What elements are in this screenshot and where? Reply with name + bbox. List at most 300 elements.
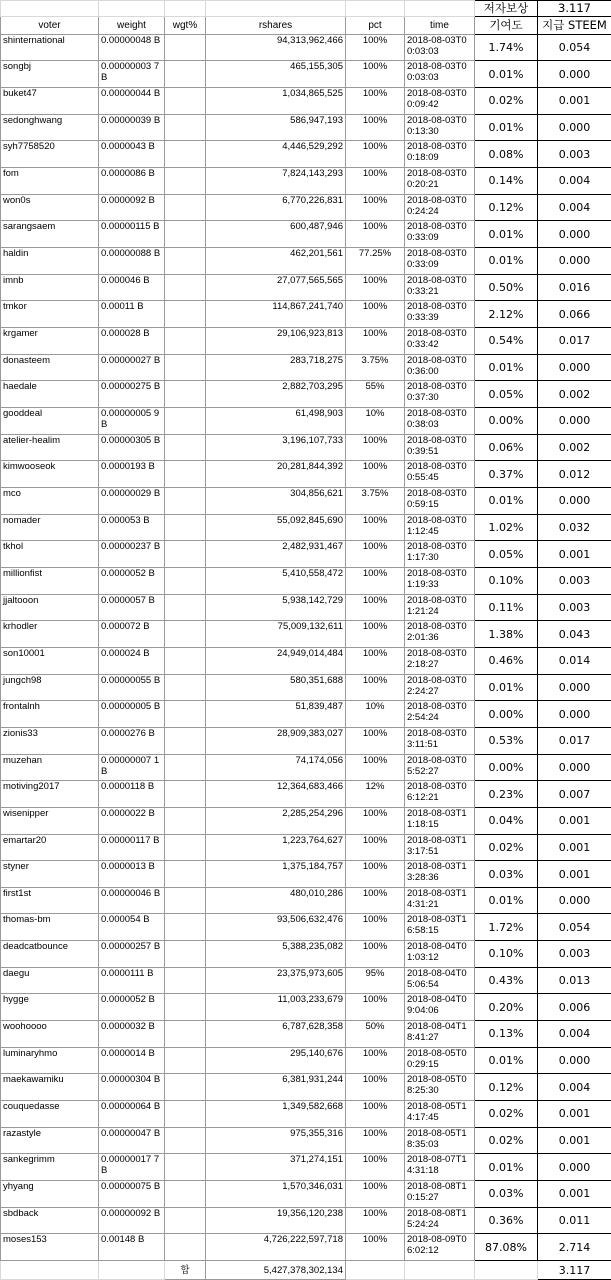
cell-weight[interactable]: 0.0000092 B — [99, 194, 165, 221]
cell-time[interactable]: 2018-08-03T13:28:36 — [405, 861, 475, 888]
cell-weight[interactable]: 0.000024 B — [99, 647, 165, 674]
cell-wgt-pct[interactable] — [165, 754, 206, 781]
cell-weight[interactable]: 0.00000257 B — [99, 941, 165, 968]
cell-payout[interactable]: 0.000 — [538, 354, 611, 381]
cell-contribution[interactable]: 0.02% — [475, 88, 538, 115]
cell-rshares[interactable]: 6,770,226,831 — [206, 194, 346, 221]
cell-rshares[interactable]: 295,140,676 — [206, 1047, 346, 1074]
cell-wgt-pct[interactable] — [165, 487, 206, 514]
cell-contribution[interactable]: 0.01% — [475, 1047, 538, 1074]
cell-pct[interactable]: 100% — [346, 434, 405, 461]
cell-contribution[interactable]: 0.01% — [475, 487, 538, 514]
cell-pct[interactable]: 10% — [346, 408, 405, 435]
cell-time[interactable]: 2018-08-09T06:02:12 — [405, 1234, 475, 1261]
cell-wgt-pct[interactable] — [165, 807, 206, 834]
cell-pct[interactable]: 100% — [346, 647, 405, 674]
cell-time[interactable]: 2018-08-03T00:09:42 — [405, 88, 475, 115]
cell-payout[interactable]: 0.014 — [538, 647, 611, 674]
cell-contribution[interactable]: 0.01% — [475, 354, 538, 381]
cell-wgt-pct[interactable] — [165, 168, 206, 195]
cell-rshares[interactable]: 5,388,235,082 — [206, 941, 346, 968]
cell-contribution[interactable]: 0.54% — [475, 328, 538, 355]
cell-weight[interactable]: 0.000046 B — [99, 274, 165, 301]
header-payout[interactable]: 지급 STEEM — [538, 17, 611, 34]
cell-rshares[interactable]: 24,949,014,484 — [206, 647, 346, 674]
cell-wgt-pct[interactable] — [165, 701, 206, 728]
cell-payout[interactable]: 0.004 — [538, 168, 611, 195]
cell-voter[interactable]: muzehan — [1, 754, 99, 781]
cell-payout[interactable]: 0.000 — [538, 1047, 611, 1074]
cell-weight[interactable]: 0.0000193 B — [99, 461, 165, 488]
cell-pct[interactable]: 100% — [346, 861, 405, 888]
cell-contribution[interactable]: 0.53% — [475, 727, 538, 754]
cell-pct[interactable]: 100% — [346, 514, 405, 541]
cell-contribution[interactable]: 0.01% — [475, 114, 538, 141]
cell-pct[interactable]: 10% — [346, 701, 405, 728]
cell-pct[interactable]: 100% — [346, 141, 405, 168]
cell-voter[interactable]: first1st — [1, 887, 99, 914]
cell-rshares[interactable]: 1,375,184,757 — [206, 861, 346, 888]
cell-wgt-pct[interactable] — [165, 887, 206, 914]
reward-value[interactable]: 3.117 — [538, 1, 611, 17]
cell-payout[interactable]: 0.004 — [538, 1021, 611, 1048]
header-voter[interactable]: voter — [1, 17, 99, 34]
header-pct[interactable]: pct — [346, 17, 405, 34]
cell-weight[interactable]: 0.00000029 B — [99, 487, 165, 514]
cell-rshares[interactable]: 51,839,487 — [206, 701, 346, 728]
cell-voter[interactable]: zionis33 — [1, 727, 99, 754]
cell-weight[interactable]: 0.00000088 B — [99, 248, 165, 275]
cell-voter[interactable]: sedonghwang — [1, 114, 99, 141]
cell-contribution[interactable]: 1.38% — [475, 621, 538, 648]
cell-payout[interactable]: 0.003 — [538, 941, 611, 968]
cell-time[interactable]: 2018-08-03T00:13:30 — [405, 114, 475, 141]
cell-rshares[interactable]: 580,351,688 — [206, 674, 346, 701]
cell-time[interactable]: 2018-08-03T14:31:21 — [405, 887, 475, 914]
cell-pct[interactable]: 100% — [346, 61, 405, 88]
cell-time[interactable]: 2018-08-03T16:58:15 — [405, 914, 475, 941]
cell-pct[interactable]: 100% — [346, 834, 405, 861]
cell-voter[interactable]: sankegrimm — [1, 1154, 99, 1181]
cell-weight[interactable]: 0.00000275 B — [99, 381, 165, 408]
cell-rshares[interactable]: 23,375,973,605 — [206, 967, 346, 994]
cell-payout[interactable]: 0.007 — [538, 781, 611, 808]
cell-contribution[interactable]: 0.02% — [475, 1101, 538, 1128]
cell-time[interactable]: 2018-08-03T02:18:27 — [405, 647, 475, 674]
cell-weight[interactable]: 0.00011 B — [99, 301, 165, 328]
cell-pct[interactable]: 100% — [346, 674, 405, 701]
cell-wgt-pct[interactable] — [165, 1021, 206, 1048]
cell-rshares[interactable]: 1,223,764,627 — [206, 834, 346, 861]
cell-wgt-pct[interactable] — [165, 914, 206, 941]
cell-pct[interactable]: 100% — [346, 914, 405, 941]
cell-contribution[interactable]: 0.14% — [475, 168, 538, 195]
cell-voter[interactable]: won0s — [1, 194, 99, 221]
cell-contribution[interactable]: 0.37% — [475, 461, 538, 488]
totals-rshares[interactable]: 5,427,378,302,134 — [206, 1261, 346, 1280]
cell-contribution[interactable]: 0.23% — [475, 781, 538, 808]
cell-pct[interactable]: 100% — [346, 807, 405, 834]
cell-wgt-pct[interactable] — [165, 541, 206, 568]
cell-voter[interactable]: millionfist — [1, 567, 99, 594]
cell-voter[interactable]: styner — [1, 861, 99, 888]
cell-contribution[interactable]: 0.03% — [475, 861, 538, 888]
cell-payout[interactable]: 0.001 — [538, 88, 611, 115]
cell-pct[interactable]: 100% — [346, 88, 405, 115]
cell-payout[interactable]: 0.011 — [538, 1207, 611, 1234]
cell-pct[interactable]: 100% — [346, 274, 405, 301]
cell-wgt-pct[interactable] — [165, 354, 206, 381]
cell-payout[interactable]: 0.001 — [538, 1181, 611, 1208]
cell-rshares[interactable]: 28,909,383,027 — [206, 727, 346, 754]
cell-rshares[interactable]: 11,003,233,679 — [206, 994, 346, 1021]
cell-weight[interactable]: 0.00000044 B — [99, 88, 165, 115]
cell-time[interactable]: 2018-08-03T13:17:51 — [405, 834, 475, 861]
cell-time[interactable]: 2018-08-03T01:12:45 — [405, 514, 475, 541]
cell-pct[interactable]: 100% — [346, 1181, 405, 1208]
cell-weight[interactable]: 0.00000047 B — [99, 1127, 165, 1154]
cell-rshares[interactable]: 1,349,582,668 — [206, 1101, 346, 1128]
cell-wgt-pct[interactable] — [165, 941, 206, 968]
cell-pct[interactable]: 100% — [346, 1101, 405, 1128]
cell-rshares[interactable]: 371,274,151 — [206, 1154, 346, 1181]
cell-weight[interactable]: 0.00000003 7 B — [99, 61, 165, 88]
cell-payout[interactable]: 0.017 — [538, 328, 611, 355]
cell-pct[interactable]: 100% — [346, 754, 405, 781]
cell-rshares[interactable]: 29,106,923,813 — [206, 328, 346, 355]
cell-rshares[interactable]: 2,482,931,467 — [206, 541, 346, 568]
cell-wgt-pct[interactable] — [165, 194, 206, 221]
cell-rshares[interactable]: 462,201,561 — [206, 248, 346, 275]
cell-voter[interactable]: krhodler — [1, 621, 99, 648]
cell-pct[interactable]: 100% — [346, 1234, 405, 1261]
cell-time[interactable]: 2018-08-03T01:21:24 — [405, 594, 475, 621]
cell-contribution[interactable]: 0.08% — [475, 141, 538, 168]
cell-wgt-pct[interactable] — [165, 781, 206, 808]
cell-contribution[interactable]: 0.46% — [475, 647, 538, 674]
cell-contribution[interactable]: 0.02% — [475, 834, 538, 861]
cell-wgt-pct[interactable] — [165, 274, 206, 301]
cell-weight[interactable]: 0.0000111 B — [99, 967, 165, 994]
cell-pct[interactable]: 55% — [346, 381, 405, 408]
cell-rshares[interactable]: 4,446,529,292 — [206, 141, 346, 168]
cell-pct[interactable]: 50% — [346, 1021, 405, 1048]
cell-voter[interactable]: wisenipper — [1, 807, 99, 834]
cell-contribution[interactable]: 1.72% — [475, 914, 538, 941]
cell-voter[interactable]: haldin — [1, 248, 99, 275]
cell-time[interactable]: 2018-08-03T02:01:36 — [405, 621, 475, 648]
cell-payout[interactable]: 0.004 — [538, 1074, 611, 1101]
cell-voter[interactable]: razastyle — [1, 1127, 99, 1154]
cell-wgt-pct[interactable] — [165, 994, 206, 1021]
cell-payout[interactable]: 0.000 — [538, 221, 611, 248]
cell-payout[interactable]: 0.000 — [538, 61, 611, 88]
cell-time[interactable]: 2018-08-03T11:18:15 — [405, 807, 475, 834]
cell-wgt-pct[interactable] — [165, 461, 206, 488]
cell-payout[interactable]: 0.000 — [538, 248, 611, 275]
cell-contribution[interactable]: 0.03% — [475, 1181, 538, 1208]
cell-payout[interactable]: 0.054 — [538, 914, 611, 941]
cell-contribution[interactable]: 0.01% — [475, 674, 538, 701]
cell-weight[interactable]: 0.00000064 B — [99, 1101, 165, 1128]
cell-time[interactable]: 2018-08-07T14:31:18 — [405, 1154, 475, 1181]
cell-payout[interactable]: 0.000 — [538, 701, 611, 728]
cell-voter[interactable]: thomas-bm — [1, 914, 99, 941]
cell-contribution[interactable]: 0.01% — [475, 1154, 538, 1181]
cell-contribution[interactable]: 2.12% — [475, 301, 538, 328]
cell-pct[interactable]: 100% — [346, 727, 405, 754]
cell-rshares[interactable]: 19,356,120,238 — [206, 1207, 346, 1234]
cell-time[interactable]: 2018-08-03T06:12:21 — [405, 781, 475, 808]
cell-weight[interactable]: 0.00000117 B — [99, 834, 165, 861]
cell-pct[interactable]: 3.75% — [346, 354, 405, 381]
cell-pct[interactable]: 100% — [346, 1127, 405, 1154]
cell-weight[interactable]: 0.0000086 B — [99, 168, 165, 195]
cell-wgt-pct[interactable] — [165, 967, 206, 994]
cell-payout[interactable]: 0.043 — [538, 621, 611, 648]
cell-voter[interactable]: krgamer — [1, 328, 99, 355]
cell-time[interactable]: 2018-08-04T05:06:54 — [405, 967, 475, 994]
cell-time[interactable]: 2018-08-03T00:33:39 — [405, 301, 475, 328]
cell-rshares[interactable]: 5,410,558,472 — [206, 567, 346, 594]
cell-time[interactable]: 2018-08-03T00:24:24 — [405, 194, 475, 221]
cell-rshares[interactable]: 1,570,346,031 — [206, 1181, 346, 1208]
cell-contribution[interactable]: 0.10% — [475, 567, 538, 594]
cell-pct[interactable]: 100% — [346, 541, 405, 568]
cell-pct[interactable]: 12% — [346, 781, 405, 808]
cell-weight[interactable]: 0.0000276 B — [99, 727, 165, 754]
cell-wgt-pct[interactable] — [165, 1207, 206, 1234]
cell-payout[interactable]: 0.001 — [538, 834, 611, 861]
cell-rshares[interactable]: 114,867,241,740 — [206, 301, 346, 328]
header-time[interactable]: time — [405, 17, 475, 34]
cell-pct[interactable]: 95% — [346, 967, 405, 994]
cell-wgt-pct[interactable] — [165, 408, 206, 435]
cell-voter[interactable]: daegu — [1, 967, 99, 994]
cell-payout[interactable]: 2.714 — [538, 1234, 611, 1261]
cell-wgt-pct[interactable] — [165, 301, 206, 328]
cell-payout[interactable]: 0.000 — [538, 754, 611, 781]
cell-rshares[interactable]: 55,092,845,690 — [206, 514, 346, 541]
cell-voter[interactable]: songbj — [1, 61, 99, 88]
cell-rshares[interactable]: 74,174,056 — [206, 754, 346, 781]
cell-rshares[interactable]: 61,498,903 — [206, 408, 346, 435]
cell-wgt-pct[interactable] — [165, 114, 206, 141]
cell-weight[interactable]: 0.0000032 B — [99, 1021, 165, 1048]
cell-rshares[interactable]: 1,034,865,525 — [206, 88, 346, 115]
cell-voter[interactable]: mco — [1, 487, 99, 514]
cell-pct[interactable]: 100% — [346, 301, 405, 328]
cell-time[interactable]: 2018-08-03T03:11:51 — [405, 727, 475, 754]
cell-contribution[interactable]: 0.02% — [475, 1127, 538, 1154]
cell-contribution[interactable]: 0.01% — [475, 61, 538, 88]
cell-rshares[interactable]: 283,718,275 — [206, 354, 346, 381]
cell-time[interactable]: 2018-08-03T00:36:00 — [405, 354, 475, 381]
cell-time[interactable]: 2018-08-04T18:41:27 — [405, 1021, 475, 1048]
cell-time[interactable]: 2018-08-05T08:25:30 — [405, 1074, 475, 1101]
cell-time[interactable]: 2018-08-05T00:29:15 — [405, 1047, 475, 1074]
cell-contribution[interactable]: 0.05% — [475, 541, 538, 568]
cell-payout[interactable]: 0.013 — [538, 967, 611, 994]
cell-wgt-pct[interactable] — [165, 674, 206, 701]
cell-voter[interactable]: syh7758520 — [1, 141, 99, 168]
cell-payout[interactable]: 0.003 — [538, 141, 611, 168]
cell-pct[interactable]: 100% — [346, 567, 405, 594]
cell-time[interactable]: 2018-08-03T00:55:45 — [405, 461, 475, 488]
cell-pct[interactable]: 100% — [346, 1047, 405, 1074]
cell-time[interactable]: 2018-08-03T01:19:33 — [405, 567, 475, 594]
cell-wgt-pct[interactable] — [165, 834, 206, 861]
cell-voter[interactable]: moses153 — [1, 1234, 99, 1261]
cell-wgt-pct[interactable] — [165, 647, 206, 674]
cell-weight[interactable]: 0.0000052 B — [99, 994, 165, 1021]
cell-rshares[interactable]: 600,487,946 — [206, 221, 346, 248]
cell-payout[interactable]: 0.066 — [538, 301, 611, 328]
cell-payout[interactable]: 0.001 — [538, 541, 611, 568]
cell-weight[interactable]: 0.00000027 B — [99, 354, 165, 381]
cell-pct[interactable]: 100% — [346, 328, 405, 355]
cell-wgt-pct[interactable] — [165, 727, 206, 754]
cell-payout[interactable]: 0.006 — [538, 994, 611, 1021]
cell-weight[interactable]: 0.00000007 1 B — [99, 754, 165, 781]
cell-pct[interactable]: 100% — [346, 461, 405, 488]
cell-contribution[interactable]: 0.06% — [475, 434, 538, 461]
cell-pct[interactable]: 100% — [346, 621, 405, 648]
cell-rshares[interactable]: 304,856,621 — [206, 487, 346, 514]
cell-pct[interactable]: 100% — [346, 194, 405, 221]
cell-weight[interactable]: 0.000053 B — [99, 514, 165, 541]
cell-wgt-pct[interactable] — [165, 88, 206, 115]
cell-weight[interactable]: 0.0000013 B — [99, 861, 165, 888]
cell-wgt-pct[interactable] — [165, 861, 206, 888]
cell-contribution[interactable]: 0.01% — [475, 221, 538, 248]
cell-payout[interactable]: 0.001 — [538, 807, 611, 834]
cell-voter[interactable]: donasteem — [1, 354, 99, 381]
cell-payout[interactable]: 0.000 — [538, 887, 611, 914]
cell-weight[interactable]: 0.0000043 B — [99, 141, 165, 168]
cell-weight[interactable]: 0.0000057 B — [99, 594, 165, 621]
cell-pct[interactable]: 3.75% — [346, 487, 405, 514]
cell-contribution[interactable]: 0.10% — [475, 941, 538, 968]
cell-wgt-pct[interactable] — [165, 1047, 206, 1074]
cell-payout[interactable]: 0.012 — [538, 461, 611, 488]
cell-contribution[interactable]: 1.02% — [475, 514, 538, 541]
cell-voter[interactable]: deadcatbounce — [1, 941, 99, 968]
cell-weight[interactable]: 0.00000005 9 B — [99, 408, 165, 435]
cell-weight[interactable]: 0.0000022 B — [99, 807, 165, 834]
cell-pct[interactable]: 100% — [346, 941, 405, 968]
cell-voter[interactable]: atelier-healim — [1, 434, 99, 461]
cell-contribution[interactable]: 0.00% — [475, 701, 538, 728]
cell-wgt-pct[interactable] — [165, 1074, 206, 1101]
cell-wgt-pct[interactable] — [165, 248, 206, 275]
cell-time[interactable]: 2018-08-03T00:20:21 — [405, 168, 475, 195]
cell-weight[interactable]: 0.0000052 B — [99, 567, 165, 594]
cell-time[interactable]: 2018-08-08T15:24:24 — [405, 1207, 475, 1234]
cell-wgt-pct[interactable] — [165, 514, 206, 541]
cell-weight[interactable]: 0.00000115 B — [99, 221, 165, 248]
cell-rshares[interactable]: 480,010,286 — [206, 887, 346, 914]
cell-pct[interactable]: 100% — [346, 1154, 405, 1181]
cell-weight[interactable]: 0.00000046 B — [99, 887, 165, 914]
cell-payout[interactable]: 0.054 — [538, 34, 611, 61]
cell-contribution[interactable]: 1.74% — [475, 34, 538, 61]
cell-rshares[interactable]: 5,938,142,729 — [206, 594, 346, 621]
cell-wgt-pct[interactable] — [165, 141, 206, 168]
cell-voter[interactable]: tmkor — [1, 301, 99, 328]
cell-time[interactable]: 2018-08-03T00:33:42 — [405, 328, 475, 355]
header-rshares[interactable]: rshares — [206, 17, 346, 34]
cell-wgt-pct[interactable] — [165, 567, 206, 594]
cell-contribution[interactable]: 0.50% — [475, 274, 538, 301]
cell-weight[interactable]: 0.00000304 B — [99, 1074, 165, 1101]
cell-pct[interactable]: 100% — [346, 114, 405, 141]
cell-voter[interactable]: son10001 — [1, 647, 99, 674]
cell-payout[interactable]: 0.000 — [538, 674, 611, 701]
cell-wgt-pct[interactable] — [165, 621, 206, 648]
cell-time[interactable]: 2018-08-03T00:33:09 — [405, 248, 475, 275]
cell-rshares[interactable]: 94,313,962,466 — [206, 34, 346, 61]
cell-wgt-pct[interactable] — [165, 594, 206, 621]
cell-payout[interactable]: 0.002 — [538, 381, 611, 408]
cell-time[interactable]: 2018-08-03T00:03:03 — [405, 34, 475, 61]
cell-wgt-pct[interactable] — [165, 1127, 206, 1154]
cell-contribution[interactable]: 0.01% — [475, 248, 538, 275]
cell-payout[interactable]: 0.000 — [538, 114, 611, 141]
cell-voter[interactable]: haedale — [1, 381, 99, 408]
reward-label[interactable]: 저자보상 — [475, 1, 538, 17]
cell-rshares[interactable]: 27,077,565,565 — [206, 274, 346, 301]
cell-wgt-pct[interactable] — [165, 1181, 206, 1208]
cell-voter[interactable]: sarangsaem — [1, 221, 99, 248]
cell-time[interactable]: 2018-08-03T02:54:24 — [405, 701, 475, 728]
cell-time[interactable]: 2018-08-03T00:33:21 — [405, 274, 475, 301]
cell-payout[interactable]: 0.000 — [538, 408, 611, 435]
cell-time[interactable]: 2018-08-05T14:17:45 — [405, 1101, 475, 1128]
cell-payout[interactable]: 0.000 — [538, 1154, 611, 1181]
cell-contribution[interactable]: 0.00% — [475, 754, 538, 781]
cell-weight[interactable]: 0.000028 B — [99, 328, 165, 355]
cell-pct[interactable]: 100% — [346, 34, 405, 61]
cell-wgt-pct[interactable] — [165, 1154, 206, 1181]
header-contribution[interactable]: 기여도 — [475, 17, 538, 34]
cell-wgt-pct[interactable] — [165, 434, 206, 461]
cell-voter[interactable]: frontalnh — [1, 701, 99, 728]
cell-time[interactable]: 2018-08-05T18:35:03 — [405, 1127, 475, 1154]
cell-pct[interactable]: 100% — [346, 887, 405, 914]
cell-weight[interactable]: 0.00000092 B — [99, 1207, 165, 1234]
cell-weight[interactable]: 0.00000048 B — [99, 34, 165, 61]
cell-time[interactable]: 2018-08-03T00:33:09 — [405, 221, 475, 248]
cell-weight[interactable]: 0.00148 B — [99, 1234, 165, 1261]
cell-voter[interactable]: jjaltooon — [1, 594, 99, 621]
cell-payout[interactable]: 0.016 — [538, 274, 611, 301]
cell-payout[interactable]: 0.001 — [538, 861, 611, 888]
cell-weight[interactable]: 0.00000075 B — [99, 1181, 165, 1208]
totals-payout[interactable]: 3.117 — [538, 1261, 611, 1280]
cell-voter[interactable]: luminaryhmo — [1, 1047, 99, 1074]
cell-voter[interactable]: couquedasse — [1, 1101, 99, 1128]
cell-rshares[interactable]: 3,196,107,733 — [206, 434, 346, 461]
cell-wgt-pct[interactable] — [165, 328, 206, 355]
cell-rshares[interactable]: 2,882,703,295 — [206, 381, 346, 408]
cell-contribution[interactable]: 0.43% — [475, 967, 538, 994]
cell-contribution[interactable]: 0.00% — [475, 408, 538, 435]
header-wgt-pct[interactable]: wgt% — [165, 17, 206, 34]
cell-time[interactable]: 2018-08-03T01:17:30 — [405, 541, 475, 568]
cell-rshares[interactable]: 465,155,305 — [206, 61, 346, 88]
cell-contribution[interactable]: 0.01% — [475, 887, 538, 914]
